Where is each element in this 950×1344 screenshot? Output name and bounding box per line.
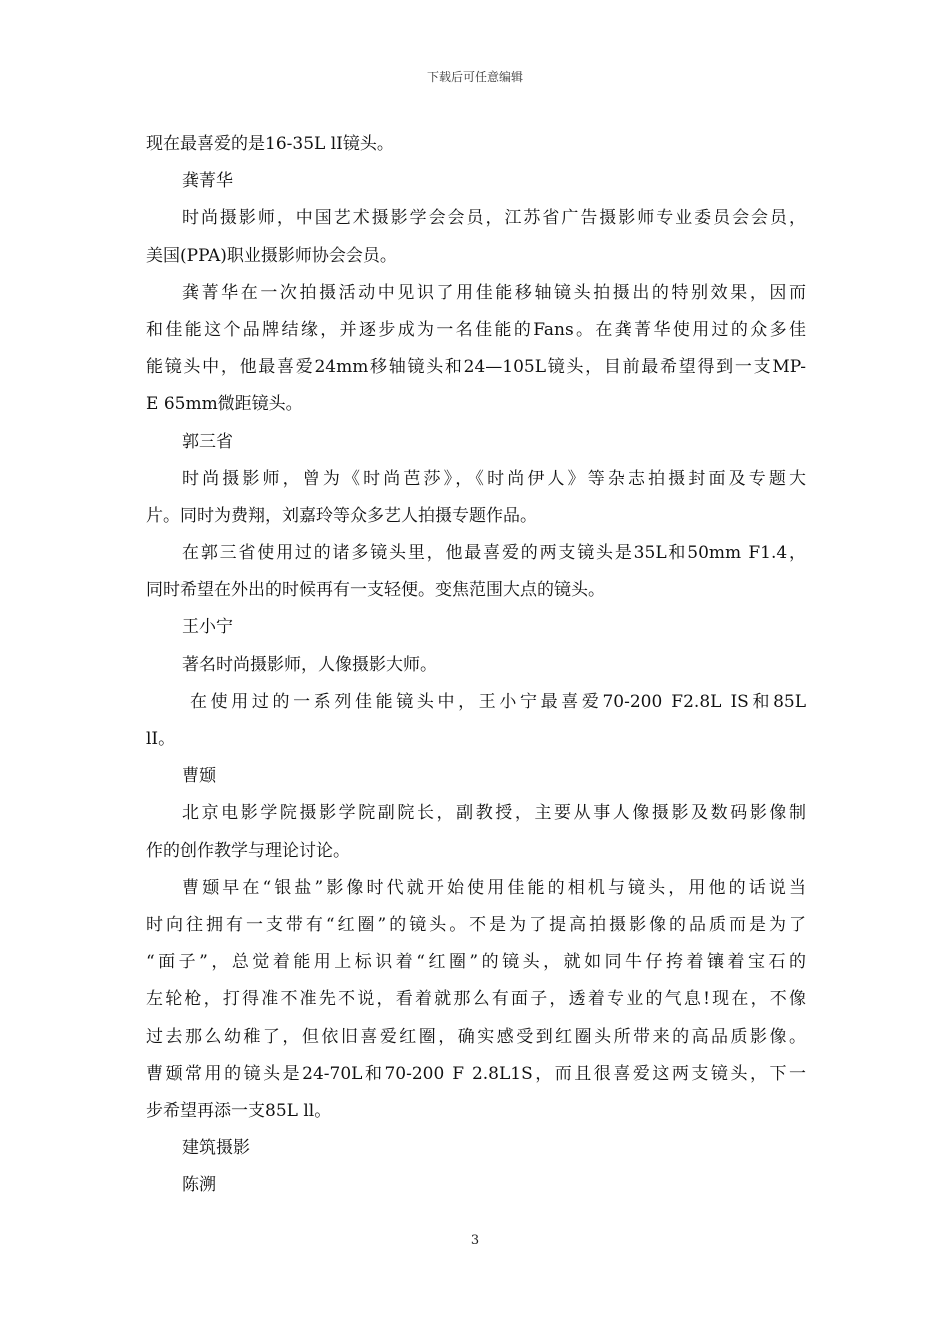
text-line: 在郭三省使用过的诸多镜头里，他最喜爱的两支镜头是35L和50mm F1.4，	[182, 543, 806, 564]
text-line: 能镜头中，他最喜爱24mm移轴镜头和24—105L镜头，目前最希望得到一支MP-	[146, 357, 806, 378]
document-body	[146, 126, 806, 1204]
text-line: 龚菁华在一次拍摄活动中见识了用佳能移轴镜头拍摄出的特别效果，因而	[182, 282, 806, 303]
text-line: lI。	[146, 729, 176, 749]
text-line: 过去那么幼稚了，但依旧喜爱红圈，确实感受到红圈头所带来的高品质影像。	[146, 1026, 806, 1047]
section-heading-architecture: 建筑摄影	[182, 1138, 250, 1159]
text-line: 同时希望在外出的时候再有一支轻便。变焦范围大点的镜头。	[146, 580, 605, 601]
text-line: 片。同时为费翔，刘嘉玲等众多艺人拍摄专题作品。	[146, 505, 537, 526]
text-line: 在使用过的一系列佳能镜头中，王小宁最喜爱70-200 F2.8L IS和85L	[190, 691, 806, 712]
person-name-chen: 陈溯	[182, 1175, 216, 1196]
text-line: 作的创作教学与理论讨论。	[146, 840, 350, 861]
text-line: 美国(PPA)职业摄影师协会会员。	[146, 245, 397, 266]
text-line: 步希望再添一支85L ll。	[146, 1100, 332, 1121]
text-line: 著名时尚摄影师，人像摄影大师。	[182, 654, 437, 675]
text-line: 曹颋早在“银盐”影像时代就开始使用佳能的相机与镜头，用他的话说当	[182, 877, 806, 898]
text-line: 左轮枪，打得准不准先不说，看着就那么有面子，透着专业的气息!现在，不像	[146, 989, 806, 1010]
text-line: 和佳能这个品牌结缘，并逐步成为一名佳能的Fans。在龚菁华使用过的众多佳	[146, 319, 806, 340]
text-line: 时尚摄影师，曾为《时尚芭莎》，《时尚伊人》等杂志拍摄封面及专题大	[182, 468, 806, 489]
page-number: 3	[470, 1233, 480, 1248]
person-name-gong: 龚菁华	[182, 171, 233, 192]
page-header: 下载后可任意编辑	[426, 70, 523, 84]
person-name-wang: 王小宁	[182, 617, 233, 638]
text-line: “面子”，总觉着能用上标识着“红圈”的镜头，就如同牛仔挎着镶着宝石的	[146, 952, 806, 973]
text-line: 时尚摄影师，中国艺术摄影学会会员，江苏省广告摄影师专业委员会会员，	[182, 208, 806, 229]
person-name-cao: 曹颋	[182, 766, 216, 787]
text-line: E 65mm微距镜头。	[146, 394, 303, 415]
text-line: 曹颋常用的镜头是24-70L和70-200 F 2.8L1S，而且很喜爱这两支镜头，下一	[146, 1063, 806, 1084]
text-line: 时向往拥有一支带有“红圈”的镜头。不是为了提高拍摄影像的品质而是为了	[146, 914, 806, 935]
person-name-guo: 郭三省	[182, 431, 233, 452]
text-line: 北京电影学院摄影学院副院长，副教授，主要从事人像摄影及数码影像制	[182, 803, 806, 824]
text-line: 现在最喜爱的是16-35L lI镜头。	[146, 134, 394, 154]
